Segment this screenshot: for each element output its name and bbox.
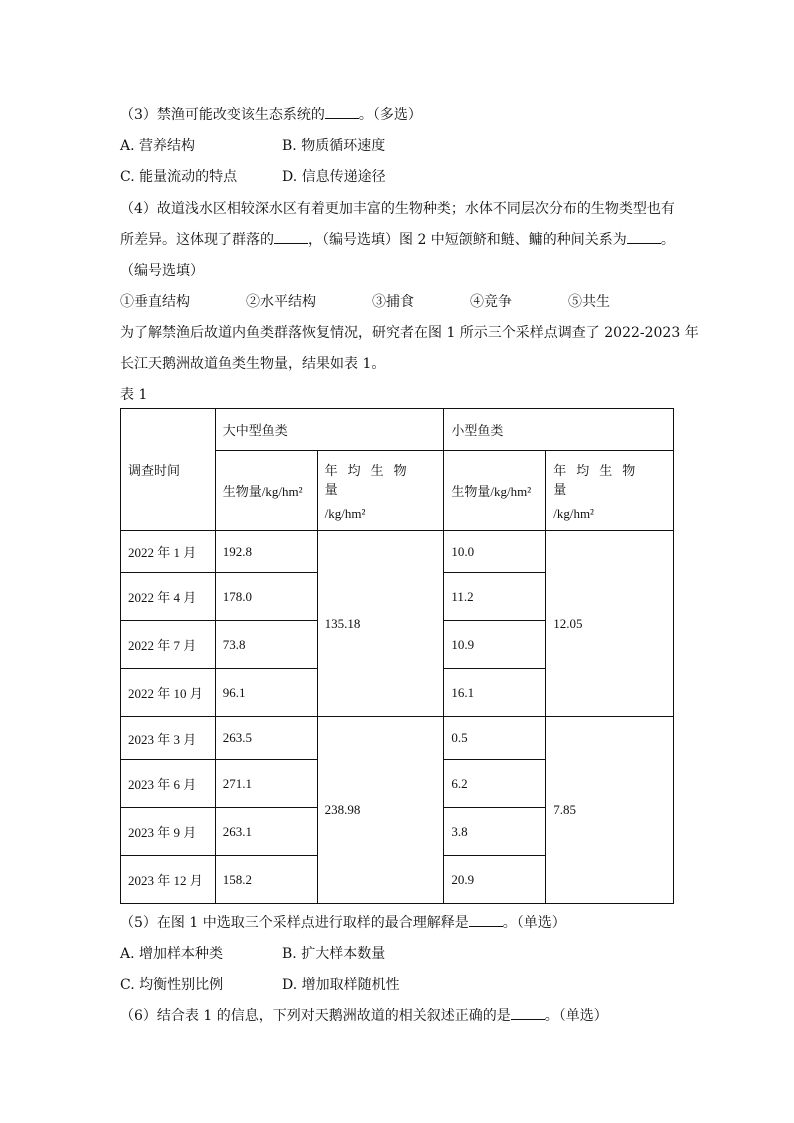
q5-option-b[interactable]: B. 扩大样本数量 <box>282 946 386 962</box>
row-large-biomass: 158.2 <box>215 856 317 904</box>
header-large-fish: 大中型鱼类 <box>215 409 444 451</box>
row-small-biomass: 20.9 <box>444 856 546 904</box>
intro-line-2: 长江天鹅洲故道鱼类生物量，结果如表 1。 <box>120 356 386 372</box>
table-row <box>121 717 674 760</box>
row-time: 2022 年 4 月 <box>121 573 216 621</box>
header-small-fish: 小型鱼类 <box>444 409 674 451</box>
answer-blank[interactable] <box>511 1007 545 1020</box>
q4-option-1[interactable]: ①垂直结构 <box>120 294 190 310</box>
row-large-biomass: 263.1 <box>215 808 317 856</box>
row-large-biomass: 73.8 <box>215 621 317 669</box>
table-row <box>121 531 674 573</box>
intro-line-1: 为了解禁渔后故道内鱼类群落恢复情况，研究者在图 1 所示三个采样点调查了 2022-2023 年 <box>120 325 699 341</box>
q5-option-a[interactable]: A. 增加样本种类 <box>120 946 224 962</box>
q5-option-c[interactable]: C. 均衡性别比例 <box>120 977 224 993</box>
header-time: 调查时间 <box>121 409 216 531</box>
row-large-biomass: 96.1 <box>215 669 317 717</box>
row-time: 2023 年 6 月 <box>121 760 216 808</box>
row-small-biomass: 0.5 <box>444 717 546 760</box>
question-3-stem: （3）禁渔可能改变该生态系统的 。（多选） <box>120 107 422 123</box>
row-small-biomass: 16.1 <box>444 669 546 717</box>
question-4-line-1: （4）故道浅水区相较深水区有着更加丰富的生物种类；水体不同层次分布的生物类型也有 <box>120 201 675 217</box>
row-small-biomass: 11.2 <box>444 573 546 621</box>
question-4-line-2: 所差异。这体现了群落的 ，（编号选填）图 2 中短颌鲚和鲢、鳙的种间关系为 。 <box>120 232 675 248</box>
answer-blank[interactable] <box>469 914 503 927</box>
row-large-biomass: 178.0 <box>215 573 317 621</box>
q3-option-d[interactable]: D. 信息传递途径 <box>282 169 386 185</box>
avg-large-2022: 135.18 <box>317 531 444 717</box>
header-small-avg: 年均生物量 /kg/hm² <box>546 451 674 531</box>
row-small-biomass: 10.0 <box>444 531 546 573</box>
answer-blank[interactable] <box>627 231 661 244</box>
row-large-biomass: 263.5 <box>215 717 317 760</box>
avg-small-2022: 12.05 <box>546 531 674 717</box>
q5-option-d[interactable]: D. 增加取样随机性 <box>282 977 400 993</box>
row-time: 2023 年 12 月 <box>121 856 216 904</box>
q3-option-a[interactable]: A. 营养结构 <box>120 138 196 154</box>
row-time: 2023 年 9 月 <box>121 808 216 856</box>
row-large-biomass: 271.1 <box>215 760 317 808</box>
row-time: 2022 年 7 月 <box>121 621 216 669</box>
question-5-stem: （5）在图 1 中选取三个采样点进行取样的最合理解释是 。（单选） <box>120 915 566 931</box>
row-time: 2022 年 10 月 <box>121 669 216 717</box>
header-large-avg: 年均生物量 /kg/hm² <box>317 451 444 531</box>
header-small-biomass: 生物量/kg/hm² <box>444 451 546 531</box>
q4-option-3[interactable]: ③捕食 <box>372 294 414 310</box>
q3-option-c[interactable]: C. 能量流动的特点 <box>120 169 238 185</box>
row-time: 2022 年 1 月 <box>121 531 216 573</box>
row-small-biomass: 10.9 <box>444 621 546 669</box>
row-small-biomass: 3.8 <box>444 808 546 856</box>
q3-option-b[interactable]: B. 物质循环速度 <box>282 138 386 154</box>
table-caption: 表 1 <box>120 387 148 403</box>
answer-blank[interactable] <box>325 106 359 119</box>
question-4-line-3: （编号选填） <box>120 263 204 279</box>
biomass-table <box>120 408 674 904</box>
answer-blank[interactable] <box>274 231 308 244</box>
q4-option-2[interactable]: ②水平结构 <box>246 294 316 310</box>
row-small-biomass: 6.2 <box>444 760 546 808</box>
question-6-stem: （6）结合表 1 的信息，下列对天鹅洲故道的相关叙述正确的是 。（单选） <box>120 1008 608 1024</box>
avg-small-2023: 7.85 <box>546 717 674 904</box>
q4-option-5[interactable]: ⑤共生 <box>568 294 610 310</box>
q4-option-4[interactable]: ④竞争 <box>470 294 512 310</box>
row-time: 2023 年 3 月 <box>121 717 216 760</box>
header-large-biomass: 生物量/kg/hm² <box>215 451 317 531</box>
row-large-biomass: 192.8 <box>215 531 317 573</box>
avg-large-2023: 238.98 <box>317 717 444 904</box>
